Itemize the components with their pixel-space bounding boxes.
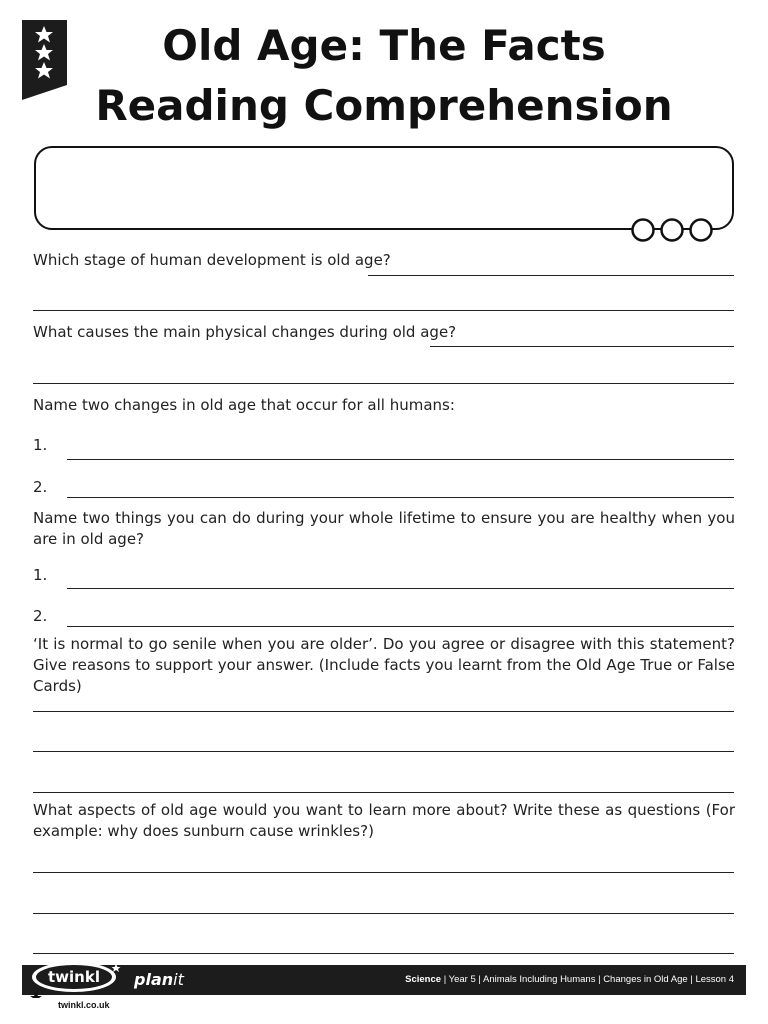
- answer-line-q6-1[interactable]: [33, 872, 734, 873]
- twinkl-logo: [28, 958, 126, 998]
- footer-breadcrumb: [405, 974, 734, 985]
- item-number-2: 2.: [33, 607, 48, 625]
- twinkl-brand-text: twinkl: [48, 968, 100, 986]
- item-number-2: 2.: [33, 478, 48, 496]
- question-3: Name two changes in old age that occur for all humans:: [33, 396, 455, 414]
- question-6: What aspects of old age would you want to learn more about? Write these as questions (For example: why does sunburn cause wrinkles?): [33, 801, 735, 840]
- page-title-line1: Old Age: The Facts: [162, 21, 606, 70]
- page-title-line2: Reading Comprehension: [95, 81, 673, 130]
- decorative-circles-icon: [630, 217, 714, 243]
- answer-line-q4-1[interactable]: [67, 588, 734, 589]
- answer-line-q4-2[interactable]: [67, 626, 734, 627]
- footer-breadcrumb-text: | Year 5 | Animals Including Humans | Changes in Old Age | Lesson 4: [441, 974, 734, 985]
- planit-logo: planit: [134, 970, 184, 989]
- answer-line-q6-2[interactable]: [33, 913, 734, 914]
- answer-line-q1a[interactable]: [368, 275, 734, 276]
- item-number-1: 1.: [33, 436, 48, 454]
- answer-line-q5-1[interactable]: [33, 711, 734, 712]
- answer-line-q3-2[interactable]: [67, 497, 734, 498]
- answer-line-q2a[interactable]: [430, 346, 734, 347]
- answer-line-q6-3[interactable]: [33, 953, 734, 954]
- question-1: Which stage of human development is old age?: [33, 251, 391, 269]
- answer-line-q5-3[interactable]: [33, 792, 734, 793]
- name-box[interactable]: [34, 146, 734, 230]
- answer-line-q1b[interactable]: [33, 310, 734, 311]
- question-4: Name two things you can do during your whole lifetime to ensure you are healthy when you are in old age?: [33, 509, 735, 548]
- answer-line-q2b[interactable]: [33, 383, 734, 384]
- footer-subject: Science: [405, 974, 442, 985]
- answer-line-q3-1[interactable]: [67, 459, 734, 460]
- question-5: ‘It is normal to go senile when you are older’. Do you agree or disagree with this statement? Give reasons to support your answer. (Include facts you learnt from the Old Age True or False Cards): [33, 635, 735, 695]
- footer-url: twinkl.co.uk: [58, 1000, 110, 1010]
- question-2: What causes the main physical changes during old age?: [33, 323, 457, 341]
- answer-line-q5-2[interactable]: [33, 751, 734, 752]
- item-number-1: 1.: [33, 566, 48, 584]
